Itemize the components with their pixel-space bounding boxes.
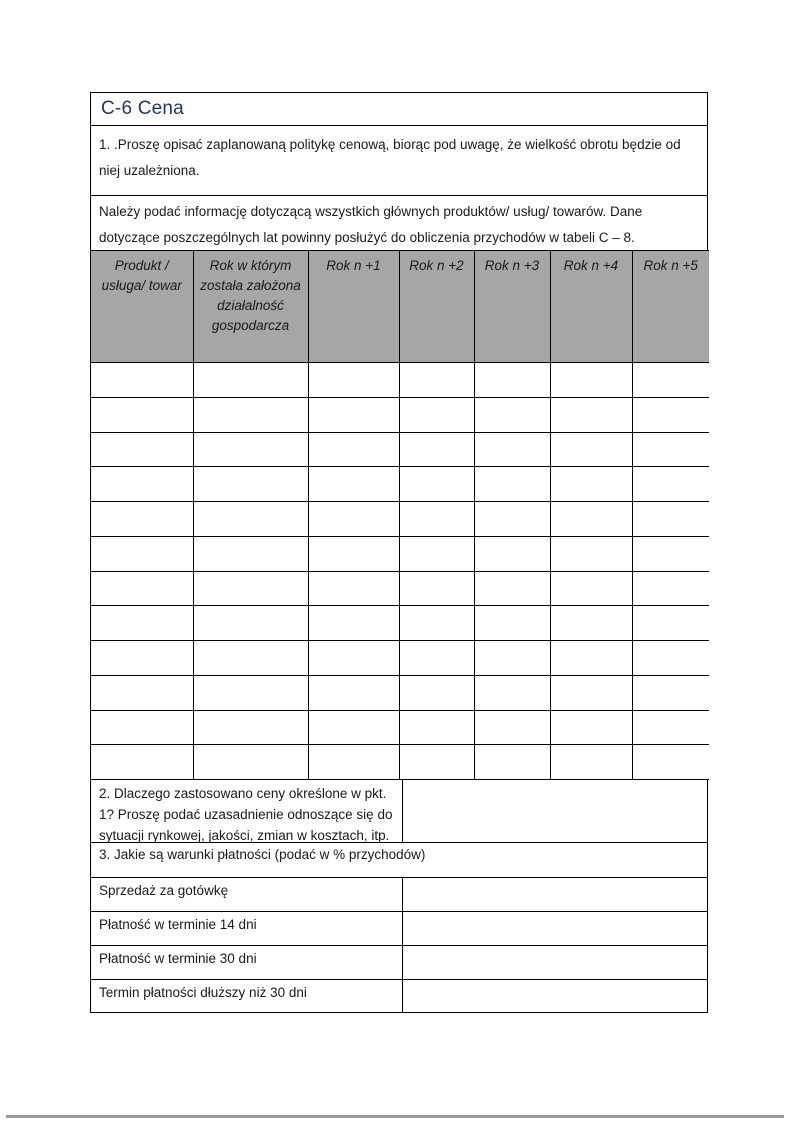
payment-row [91, 911, 707, 945]
product-cell-input[interactable] [91, 745, 193, 780]
product-cell-input[interactable] [632, 467, 709, 502]
product-cell-input[interactable] [632, 745, 709, 780]
product-cell-input[interactable] [632, 571, 709, 606]
product-cell-input[interactable] [474, 571, 550, 606]
product-cell-input[interactable] [399, 606, 474, 641]
product-cell-input[interactable] [399, 536, 474, 571]
product-cell-input[interactable] [399, 363, 474, 398]
col-header-rok-n2: Rok n +2 [399, 251, 474, 363]
product-cell-input[interactable] [399, 432, 474, 467]
page-bottom-edge [6, 1115, 784, 1118]
product-cell-input[interactable] [91, 363, 193, 398]
product-cell-input[interactable] [193, 641, 308, 676]
product-cell-input[interactable] [550, 606, 632, 641]
product-cell-input[interactable] [399, 467, 474, 502]
product-cell-input[interactable] [308, 397, 399, 432]
product-empty-row [91, 571, 709, 606]
product-cell-input[interactable] [474, 536, 550, 571]
product-cell-input[interactable] [474, 606, 550, 641]
product-cell-input[interactable] [308, 571, 399, 606]
product-cell-input[interactable] [632, 606, 709, 641]
product-cell-input[interactable] [632, 641, 709, 676]
question-1-text: 1. .Proszę opisać zaplanowaną politykę cenową, biorąc pod uwagę, że wielkość obrotu będzie od niej uzależniona. [91, 126, 707, 196]
question-2-row [91, 780, 707, 842]
product-cell-input[interactable] [550, 432, 632, 467]
product-cell-input[interactable] [193, 675, 308, 710]
product-cell-input[interactable] [632, 536, 709, 571]
product-cell-input[interactable] [193, 467, 308, 502]
product-cell-input[interactable] [308, 502, 399, 537]
col-header-rok-n4: Rok n +4 [550, 251, 632, 363]
product-empty-row [91, 363, 709, 398]
col-header-rok-n1: Rok n +1 [308, 251, 399, 363]
product-cell-input[interactable] [474, 397, 550, 432]
product-empty-row [91, 710, 709, 745]
product-cell-input[interactable] [193, 571, 308, 606]
product-cell-input[interactable] [632, 502, 709, 537]
payment-row [91, 945, 707, 979]
product-cell-input[interactable] [550, 467, 632, 502]
product-cell-input[interactable] [308, 675, 399, 710]
product-cell-input[interactable] [399, 571, 474, 606]
col-header-rok-zalozenia: Rok w którym została założona działalność gospodarcza [193, 251, 308, 363]
product-cell-input[interactable] [474, 675, 550, 710]
product-cell-input[interactable] [193, 397, 308, 432]
product-cell-input[interactable] [550, 363, 632, 398]
product-cell-input[interactable] [550, 710, 632, 745]
product-cell-input[interactable] [193, 745, 308, 780]
product-cell-input[interactable] [474, 502, 550, 537]
product-empty-row [91, 432, 709, 467]
product-cell-input[interactable] [91, 536, 193, 571]
payment-row [91, 979, 707, 1013]
product-cell-input[interactable] [632, 397, 709, 432]
product-cell-input[interactable] [550, 397, 632, 432]
product-empty-row [91, 641, 709, 676]
products-table-header [91, 251, 709, 363]
product-cell-input[interactable] [193, 710, 308, 745]
product-cell-input[interactable] [474, 710, 550, 745]
payment-row-label: Płatność w terminie 30 dni [91, 946, 403, 979]
product-cell-input[interactable] [474, 745, 550, 780]
product-cell-input[interactable] [474, 467, 550, 502]
product-cell-input[interactable] [91, 502, 193, 537]
product-cell-input[interactable] [308, 467, 399, 502]
product-cell-input[interactable] [550, 536, 632, 571]
product-cell-input[interactable] [550, 675, 632, 710]
product-cell-input[interactable] [399, 502, 474, 537]
product-cell-input[interactable] [550, 745, 632, 780]
product-cell-input[interactable] [308, 363, 399, 398]
products-price-table [91, 250, 709, 780]
product-cell-input[interactable] [91, 641, 193, 676]
product-empty-row [91, 502, 709, 537]
products-table-body [91, 363, 709, 780]
product-cell-input[interactable] [474, 363, 550, 398]
product-cell-input[interactable] [91, 675, 193, 710]
product-cell-input[interactable] [399, 397, 474, 432]
question-2-text: 2. Dlaczego zastosowano ceny określone w pkt. 1? Proszę podać uzasadnienie odnoszące się do sytuacji rynkowej, jakości, zmian w kosztach, itp. [91, 780, 403, 842]
product-cell-input[interactable] [308, 745, 399, 780]
payment-row [91, 877, 707, 911]
product-cell-input[interactable] [308, 606, 399, 641]
payment-row-value[interactable] [403, 946, 707, 979]
product-empty-row [91, 606, 709, 641]
product-empty-row [91, 745, 709, 780]
product-empty-row [91, 397, 709, 432]
product-empty-row [91, 467, 709, 502]
product-cell-input[interactable] [550, 641, 632, 676]
c6-cena-form [90, 92, 708, 1013]
product-cell-input[interactable] [308, 641, 399, 676]
product-cell-input[interactable] [308, 536, 399, 571]
product-empty-row [91, 675, 709, 710]
product-cell-input[interactable] [193, 432, 308, 467]
product-cell-input[interactable] [193, 502, 308, 537]
product-cell-input[interactable] [193, 536, 308, 571]
product-cell-input[interactable] [632, 675, 709, 710]
product-cell-input[interactable] [193, 363, 308, 398]
payment-row-label: Sprzedaż za gotówkę [91, 878, 403, 911]
product-cell-input[interactable] [474, 432, 550, 467]
product-cell-input[interactable] [399, 745, 474, 780]
payment-row-value[interactable] [403, 878, 707, 911]
question-2-answer-area[interactable] [403, 780, 707, 842]
product-cell-input[interactable] [91, 571, 193, 606]
section-title: C-6 Cena [91, 93, 707, 126]
product-cell-input[interactable] [399, 641, 474, 676]
product-cell-input[interactable] [399, 675, 474, 710]
product-cell-input[interactable] [91, 397, 193, 432]
product-cell-input[interactable] [91, 710, 193, 745]
product-cell-input[interactable] [399, 710, 474, 745]
payment-row-label: Termin płatności dłuższy niż 30 dni [91, 980, 403, 1013]
col-header-rok-n3: Rok n +3 [474, 251, 550, 363]
product-cell-input[interactable] [308, 432, 399, 467]
product-cell-input[interactable] [632, 710, 709, 745]
payment-row-value[interactable] [403, 912, 707, 945]
col-header-produkt-usluga-towar: Produkt / usługa/ towar [91, 251, 193, 363]
product-cell-input[interactable] [550, 502, 632, 537]
product-cell-input[interactable] [91, 606, 193, 641]
product-cell-input[interactable] [632, 432, 709, 467]
payment-row-value[interactable] [403, 980, 707, 1013]
product-cell-input[interactable] [91, 432, 193, 467]
product-cell-input[interactable] [632, 363, 709, 398]
product-empty-row [91, 536, 709, 571]
col-header-rok-n5: Rok n +5 [632, 251, 709, 363]
question-3-text: 3. Jakie są warunki płatności (podać w % przychodów) [91, 842, 707, 877]
product-cell-input[interactable] [550, 571, 632, 606]
product-cell-input[interactable] [193, 606, 308, 641]
instruction-note: Należy podać informację dotyczącą wszystkich głównych produktów/ usług/ towarów. Dane dotyczące poszczególnych lat powinny posłużyć do obliczenia przychodów w tabeli C – 8. [99, 204, 643, 245]
product-cell-input[interactable] [308, 710, 399, 745]
product-cell-input[interactable] [474, 641, 550, 676]
product-cell-input[interactable] [91, 467, 193, 502]
payment-row-label: Płatność w terminie 14 dni [91, 912, 403, 945]
